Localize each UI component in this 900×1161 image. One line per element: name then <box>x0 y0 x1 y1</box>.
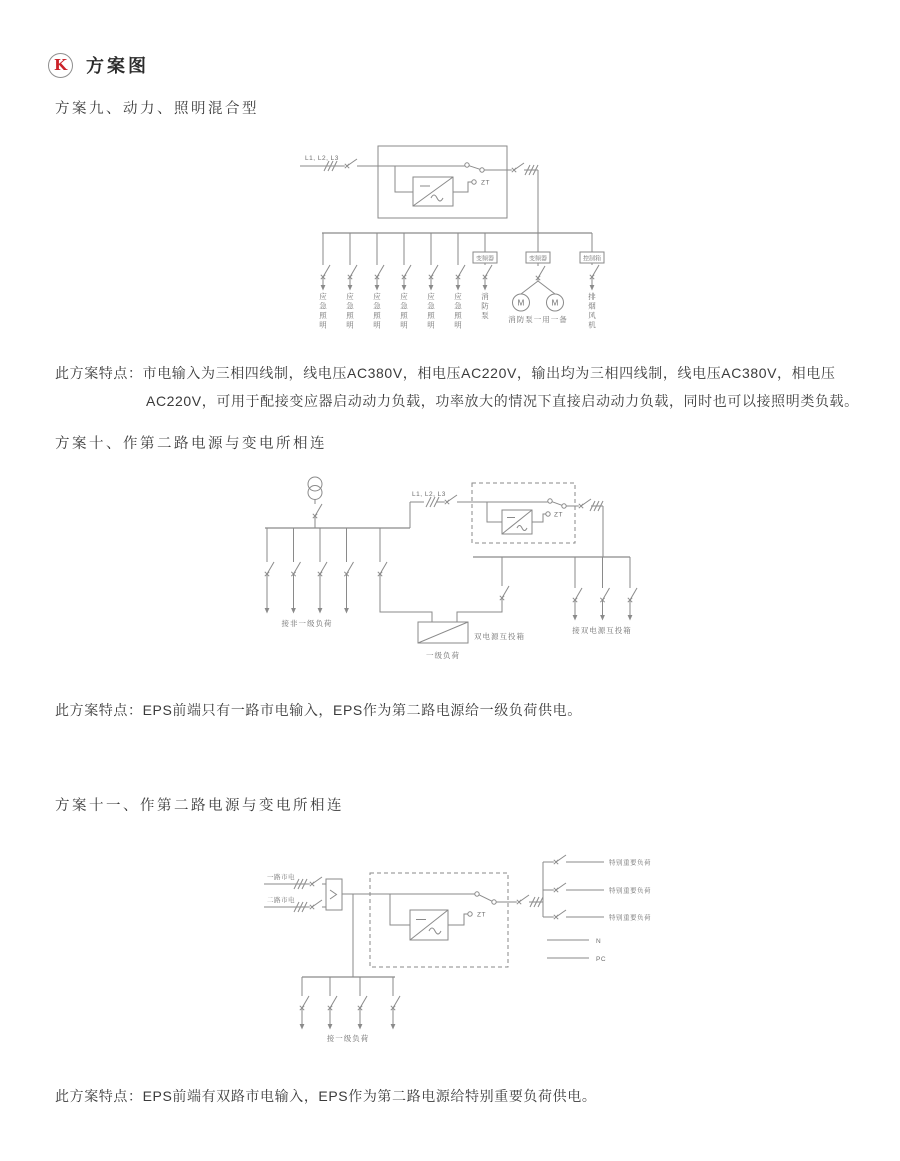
scheme9-diagram <box>293 138 627 350</box>
non-primary-load-label: 接非一级负荷 <box>281 619 333 628</box>
scheme9-feature-line1 <box>55 363 835 383</box>
transformer-symbol <box>308 477 322 500</box>
scheme11-feature-label: 此方案特点： <box>55 1088 143 1104</box>
pc-label: PC <box>596 956 607 963</box>
transfer-box-feed-left <box>378 528 432 622</box>
scheme10-feature-label: 此方案特点： <box>55 702 143 718</box>
eps-cabinet-box <box>370 873 508 967</box>
primary-load-label: 接一级负荷 <box>326 1034 370 1043</box>
scheme9-feature-label: 此方案特点： <box>55 365 143 381</box>
scheme10-title: 方案十、作第二路电源与变电所相连 <box>55 436 327 452</box>
scheme9-feature-line2: AC220V，可用于配接变应器启动动力负载，功率放大的情况下直接启动动力负载，同时也可以接照明类负载。 <box>146 393 859 409</box>
vfd-box1-label: 变频器 <box>475 256 495 263</box>
scheme9-feature-text1: 市电输入为三相四线制，线电压AC380V，相电压AC220V，输出均为三相四线制，线电压AC380V，相电压 <box>142 365 836 381</box>
scheme10-feature <box>55 700 582 720</box>
vip-load-label-2: 特别重要负荷 <box>609 887 651 895</box>
transfer-box-feed-right <box>457 557 509 622</box>
scheme10-feature-text: EPS前端只有一路市电输入，EPS作为第二路电源给一级负荷供电。 <box>142 702 582 718</box>
motor-letter-2: M <box>551 298 559 308</box>
output-slash-icon <box>590 501 603 511</box>
inverter-symbol <box>410 910 448 940</box>
bypass-switch-icon <box>479 895 492 901</box>
primary-load-branches <box>300 977 400 1030</box>
eps-output-breaker-icon <box>579 499 591 508</box>
emergency-lighting-branches <box>321 233 465 291</box>
vip-load-branches <box>543 855 604 919</box>
control-box-label: 控制箱 <box>582 256 602 263</box>
vip-load-label-3: 特别重要负荷 <box>609 914 651 922</box>
zt-label: ZT <box>554 511 563 519</box>
smoke-fan-label: 排烟风机 <box>588 292 596 330</box>
scheme10-diagram <box>255 467 655 667</box>
zt-terminal-icon <box>546 512 550 516</box>
output-slash-icon <box>530 897 543 907</box>
emergency-lighting-label-3: 应急照明 <box>373 292 381 330</box>
emergency-lighting-label-4: 应急照明 <box>400 292 408 330</box>
scheme11-title: 方案十一、作第二路电源与变电所相连 <box>55 798 344 814</box>
n-label: N <box>596 938 602 945</box>
brand-logo-circle <box>48 53 73 78</box>
mains2-breaker-icon <box>310 900 322 909</box>
transfer-box-label: 双电源互投箱 <box>474 632 525 641</box>
mains1-slash-icon <box>294 879 307 889</box>
inverter-symbol <box>413 177 453 206</box>
mains-phase-label: L1, L2, L3 <box>412 491 446 498</box>
doc-header <box>48 52 149 78</box>
ats-switch-box <box>326 879 342 910</box>
motor-letter-1: M <box>517 298 525 308</box>
dual-supply-transfer-box <box>418 622 468 643</box>
zt-label: ZT <box>481 179 490 187</box>
vfd-box2-label: 变频器 <box>528 256 548 263</box>
scheme11-feature-text: EPS前端有双路市电输入，EPS作为第二路电源给特别重要负荷供电。 <box>142 1088 597 1104</box>
output-breaker-icon <box>512 163 524 172</box>
output-slash-icon <box>525 165 538 175</box>
three-phase-slash-icon <box>324 161 337 171</box>
mains-phase-label: L1, L2, L3 <box>305 155 339 162</box>
dual-pump-label: 消防泵一用一备 <box>508 315 568 324</box>
inverter-symbol <box>502 510 532 534</box>
transformer-breaker-icon <box>313 504 322 518</box>
mains1-label: 一路市电 <box>267 874 295 881</box>
eps-output-breaker-icon <box>517 895 529 904</box>
scheme11-feature <box>55 1086 596 1106</box>
page-title: 方案图 <box>86 56 149 76</box>
fire-pump-label: 消防泵 <box>481 292 489 320</box>
zt-label: ZT <box>477 911 486 919</box>
mains2-label: 二路市电 <box>267 897 295 904</box>
bypass-switch-icon <box>552 502 562 506</box>
eps-input-breaker-icon <box>445 495 457 504</box>
zt-terminal-icon <box>468 912 472 916</box>
emergency-lighting-label-2: 应急照明 <box>346 292 354 330</box>
bypass-switch-icon <box>469 166 480 170</box>
emergency-lighting-label-5: 应急照明 <box>427 292 435 330</box>
emergency-lighting-label-6: 应急照明 <box>454 292 462 330</box>
input-breaker-icon <box>345 159 357 168</box>
scheme11-diagram <box>258 850 660 1052</box>
non-primary-load-branches <box>265 528 354 614</box>
zt-terminal-icon <box>472 180 476 184</box>
primary-load-label: 一级负荷 <box>426 651 460 660</box>
mains1-breaker-icon <box>310 877 322 886</box>
vip-load-label-1: 特别重要负荷 <box>609 859 651 867</box>
dual-supply-load-branches <box>573 557 637 621</box>
scheme9-title: 方案九、动力、照明混合型 <box>55 101 259 117</box>
brand-logo-letter: K <box>53 55 68 74</box>
mains2-slash-icon <box>294 902 307 912</box>
emergency-lighting-label-1: 应急照明 <box>319 292 327 330</box>
dual-supply-load-label: 接双电源互投箱 <box>572 626 632 635</box>
